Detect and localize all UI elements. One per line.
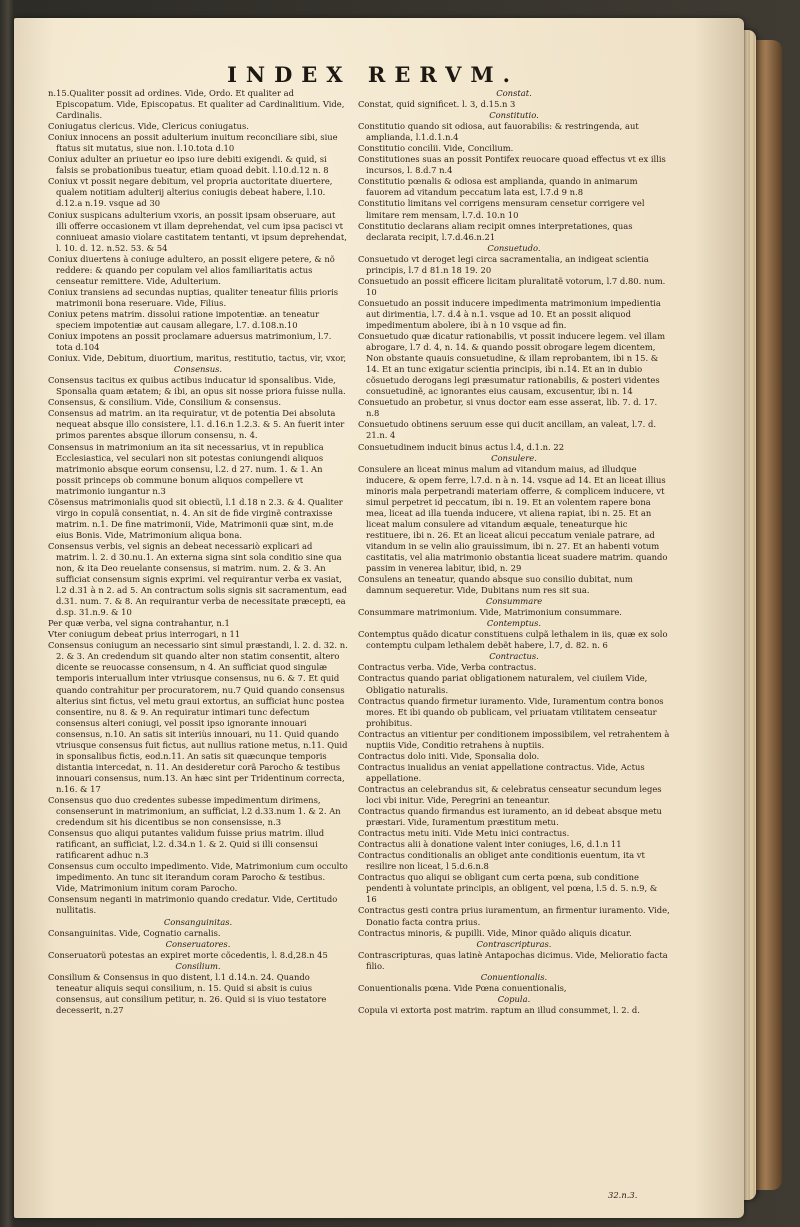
index-entry: Consanguinitas. Vide, Cognatio carnalis. <box>48 927 221 938</box>
index-entry: Consensus verbis, vel signis an debeat necessariò explicari ad matrim. l. 2. d 30.nu.1. An externa signa sint sola conditio sine qua non, & ita Deo reuelante consensus, si matrim. num. 2. & 3. An sufficiat consensum signis exprimi. vel requirantur verba ex vasiat, l.2 d.31 à n 2. ad 5. An contractum solis signis sit sacramentum, ead d.31. num. 7. & 8. An requirantur verba de necessitate præcepti, ea d.sp. 31.n.9. & 10 <box>48 540 347 618</box>
index-entry: Contractus quando firmetur iuramento. Vide, Iuramentum contra bonos mores. Et ibi quando ob publicam, vel priuatam vtilitatem censeatur prohibitus. <box>358 695 664 728</box>
index-entry: Consensus cum occulto impedimento. Vide, Matrimonium cum occulto impedimento. An tunc sit iterandum coram Parocho & testibus. Vide, Matrimonium initum coram Parocho. <box>48 861 348 894</box>
index-entry: Per quæ verba, vel signa contrahantur, n.1 <box>48 618 230 629</box>
index-entry: Constitutio pœnalis & odiosa est amplianda, quando in animarum fauorem ad vitandum peccatum lata est, l.7.d 9 n.8 <box>358 176 638 198</box>
index-entry: Constitutio concilii. Vide, Concilium. <box>358 143 514 154</box>
index-section-heading: Constat. <box>496 88 532 98</box>
index-entry: Coniux vt possit negare debitum, vel propria auctoritate diuertere, qualem notitiam adulterij alterius coniugis debeat habere, l.10. d.12.a n.19. vsque ad 30 <box>48 176 333 209</box>
index-section-heading: Consuetudo. <box>487 242 541 253</box>
index-section-heading: Conseruatores. <box>165 938 231 949</box>
index-entry: Contractus minoris, & pupilli. Vide, Minor quãdo aliquis dicatur. <box>358 927 632 938</box>
index-entry: Consensum neganti in matrimonio quando credatur. Vide, Certitudo nullitatis. <box>48 894 338 916</box>
left-column <box>48 88 348 1016</box>
index-entry: Contractus dolo initi. Vide, Sponsalia dolo. <box>358 750 540 761</box>
index-entry: Contractus inualidus an veniat appellatione contractus. Vide, Actus appellatione. <box>358 761 645 783</box>
index-entry: Contractus verba. Vide, Verba contractus. <box>358 662 537 673</box>
index-entry: Contractus conditionalis an obliget ante conditionis euentum, ita vt resilire non liceat, l 5.d.6.n.8 <box>358 850 645 872</box>
index-entry: Consensus quo aliqui putantes validum fuisse prius matrim. illud ratificant, an sufficiat, l.2. d.34.n 1. & 2. Quid si illi consensui ratificarent adhuc n.3 <box>48 828 325 861</box>
index-section-heading: Contemptus. <box>486 618 542 629</box>
index-entry: Conuentionalis pœna. Vide Pœna conuentionalis, <box>358 982 567 993</box>
index-entry: Contractus an celebrandus sit, & celebratus censeatur secundum leges loci vbi initur. Vide, Peregrini an teneantur. <box>358 783 662 805</box>
index-entry: Consensus coniugum an necessario sint simul præstandi, l. 2. d. 32. n. 2. & 3. An credendum sit quando alter non statim consentit, altero dicente se reuocasse consensum, n 4. An sufficiat quod singulæ temporis interuallum inter vtriusque consensus, nu 6. & 7. Et quid quando contrahitur per procuratorem, nu.7 Quid quando consensus alterius sint fictus, vel metu graui extortus, an sufficiat hunc postea consentire, nu 8. & 9. An requiratur intimari tunc defectum consensus alteri coniugi, vel possit ipso ignorante innouari consensus, n.10. An satis sit interiùs innouari, nu 11. Quid quando vtriusque consensus fuit fictus, aut nullius ratione metus, n.11. Quid in sponsalibus fictis, eod.n.11. An satis sit quæcunque temporis distantia intercedat, n. 11. An desideretur corã Parocho & testibus innouari consensus, num.13. An hæc sint per Tridentinum correcta, n.16. & 17 <box>48 640 348 794</box>
index-entry: Consuetudo quæ dicatur rationabilis, vt possit inducere legem. vel illam abrogare, l.7 d. 4, n. 14. & quando possit obrogare legem dicentem, Non obstante quauis consuetudine, & illam reprobantem, ibi n 15. & 14. Et an tunc exigatur scientia principis, ibi n.14. Et an in dubio cõsuetudo derogans legi præsumatur rationabilis, & posteri videntes consuetudinẽ, ac ignorantes eius causam, excusentur, ibi n. 14 <box>358 331 666 397</box>
index-entry: Contemptus quãdo dicatur constituens culpã lethalem in iis, quæ ex solo contemptu culpam lethalem debẽt habere, l.7, d. 82. n. 6 <box>358 629 668 651</box>
index-entry: Consuetudo an possit efficere licitam pluralitatẽ votorum, l.7 d.80. num. 10 <box>358 275 666 297</box>
index-entry: Consuetudo an possit inducere impedimenta matrimonium impedientia aut dirimentia, l.7. d.4 à n.1. vsque ad 10. Et an possit aliquod impedimentum abolere, ibi à n 10 vsque ad fin. <box>358 297 661 330</box>
index-entry: Coniux impotens an possit proclamare aduersus matrimonium, l.7. tota d.104 <box>48 331 332 353</box>
index-entry: Vter coniugum debeat prius interrogari, n 11 <box>48 629 241 640</box>
index-entry: Contractus alii à donatione valent inter coniuges, l.6, d.1.n 11 <box>358 839 622 850</box>
index-entry: Contractus quando pariat obligationem naturalem, vel ciuilem Vide, Obligatio naturalis. <box>358 673 648 695</box>
index-entry: Consummare matrimonium. Vide, Matrimonium consummare. <box>358 607 622 618</box>
index-entry: Consuetudo obtinens seruum esse qui ducit ancillam, an valeat, l.7. d. 21.n. 4 <box>358 419 657 441</box>
index-entry: Constat, quid significet. l. 3, d.15.n 3 <box>358 99 516 110</box>
index-entry: Contractus an vitientur per conditionem impossibilem, vel retrahentem à nuptiis Vide, Conditio retrahens à nuptiis. <box>358 728 670 750</box>
index-entry: Consuetudo an probetur, si vnus doctor eam esse asserat, lib. 7. d. 17. n.8 <box>358 397 658 419</box>
index-section-heading: Consummare <box>485 596 543 607</box>
index-entry: Conseruatorũ potestas an expiret morte cõcedentis, l. 8.d,28.n 45 <box>48 949 328 960</box>
index-section-heading: Consensus. <box>173 364 223 375</box>
index-section-heading: Contractus. <box>489 651 539 662</box>
index-entry: Coniux adulter an priuetur eo ipso iure debiti exigendi. & quid, si falsis se probationibus tueatur, etiam quoad debit. l.10.d.12 n. 8 <box>48 154 329 176</box>
index-section-heading: Conuentionalis. <box>480 971 548 982</box>
index-entry: Coniux transiens ad secundas nuptias, qualiter teneatur filiis prioris matrimonii bona reseruare. Vide, Filius. <box>48 286 339 308</box>
index-entry: Contractus quando firmandus est iuramento, an id debeat absque metu præstari. Vide, Iuramentum præstitum metu. <box>358 806 662 828</box>
index-entry: Consulere an liceat minus malum ad vitandum maius, ad illudque inducere, & opem ferre, l.7.d. n à n. 14. vsque ad 14. Et an liceat illius minoris mala perpetrandi materiam offerre, & complicem inducere, vt simul perpetret id peccatum, ibi n. 19. Et an volentem rapere bona mea, liceat ad illa tuenda inducere, vt aliena rapiat, ibi n. 25. Et an liceat malum consulere ad vitandum æquale, teneaturque hic restituere, ibi n. 26. Et an liceat alicui peccatum veniale patrare, ad vitandum in se velin alio grauissimum, ibi n. 27. Et an habenti votum castitatis, vel alia matrimonio obstantia liceat suadere matrim. quando passim in venerea labitur, ibid, n. 29 <box>358 463 668 574</box>
index-entry: Constitutiones suas an possit Pontifex reuocare quoad effectus vt ex illis incursos, l. 8.d.7 n.4 <box>358 154 666 176</box>
index-section-heading: Copula. <box>497 993 531 1004</box>
index-section-heading: Consulere. <box>491 452 537 463</box>
index-entry: Constitutio declarans aliam recipit omnes interpretationes, quas declarata recipit, l.7.d.46.n.21 <box>358 220 633 242</box>
index-entry: Coniux. Vide, Debitum, diuortium, maritus, restitutio, tactus, vir, vxor, <box>48 353 347 364</box>
index-entry: Consuetudo vt deroget legi circa sacramentalia, an indigeat scientia principis, l.7 d 81.n 18 19. 20 <box>358 253 649 275</box>
index-section-heading: Consanguinitas. <box>163 916 233 927</box>
index-entry: Consensus tacitus ex quibus actibus inducatur id sponsalibus. Vide, Sponsalia quam ætatem; & ibi, an opus sit nosse priora fuisse nulla. <box>48 375 346 397</box>
index-entry: Consensus in matrimonium an ita sit necessarius, vt in republica Ecclesiastica, vel seculari non sit potestas coniungendi aliquos matrimonio absque eorum consensu, l.2. d 27. num. 1. & 1. An possit princeps ob commune bonum aliquos compellere vt matrimonio iungantur n.3 <box>48 441 324 496</box>
index-entry: Contractus gesti contra prius iuramentum, an firmentur iuramento. Vide, Donatio facta contra prius. <box>358 905 670 927</box>
index-entry: Contractus metu initi. Vide Metu inici contractus. <box>358 828 570 839</box>
index-entry: Cõsensus matrimonialis quod sit obiectũ, l.1 d.18 n 2.3. & 4. Qualiter virgo in copulã consentiat, n. 4. An sit de fide virginẽ contraxisse matrim. n.1. De fine matrimonii, Vide, Matrimonii quæ sint, m.de eius Bonis. Vide, Matrimonium aliqua bona. <box>48 496 343 540</box>
index-entry: Contractus quo aliqui se obligant cum certa pœna, sub conditione pendenti à voluntate principis, an obligent, vel pœna, l.5 d. 5. n.9, & 16 <box>358 872 658 905</box>
page-footer-reference: 32.n.3. <box>608 1190 638 1200</box>
index-entry: Consensus quo duo credentes subesse impedimentum dirimens, consenserunt in matrimonium, an sufficiat, l.2 d.33.num 1. & 2. An credendum sit his dicentibus se non consensisse, n.3 <box>48 795 341 828</box>
index-entry: Coniux suspicans adulterium vxoris, an possit ipsam obseruare, aut illi offerre occasionem vt illam deprehendat, vel cum ipsa pacisci vt conniueat amasio violare castitatem tentanti, vt ipsum deprehendat, l. 10. d. 12. n.52. 53. & 54 <box>48 209 347 253</box>
index-entry: Contrascripturas, quas latinè Antapochas dicimus. Vide, Melioratio facta filio. <box>358 949 668 971</box>
index-entry: Coniux petens matrim. dissolui ratione impotentiæ. an teneatur speciem impotentiæ aut causam allegare, l.7. d.108.n.10 <box>48 308 320 330</box>
index-section-heading: Contrascripturas. <box>476 938 552 949</box>
index-entry: Coniux diuertens à coniuge adultero, an possit eligere petere, & nõ reddere: & quando per copulam vel alios familiaritatis actus censeatur remittere. Vide, Adulterium. <box>48 253 335 286</box>
index-entry: Consilium & Consensus in quo distent, l.1 d.14.n. 24. Quando teneatur aliquis sequi consilium, n. 15. Quid si absit is cuius consensus, aut consilium petitur, n. 26. Quid si is viuo testatore decesserit, n.27 <box>48 971 327 1015</box>
page-heading: INDEX RERVM. <box>227 62 519 87</box>
index-entry: Coniugatus clericus. Vide, Clericus coniugatus. <box>48 121 249 132</box>
index-entry: Consulens an teneatur, quando absque suo consilio dubitat, num damnum sequeretur. Vide, Dubitans num res sit sua. <box>358 574 633 596</box>
index-entry: Copula vi extorta post matrim. raptum an illud consummet, l. 2. d. <box>358 1004 640 1015</box>
right-column <box>358 88 670 1016</box>
index-entry: Consuetudinem inducit binus actus l.4, d.1.n. 22 <box>358 441 565 452</box>
page-content <box>48 62 698 1202</box>
index-entry: Consensus ad matrim. an ita requiratur, vt de potentia Dei absoluta nequeat absque illo consistere, l.1. d.16.n 1.2.3. & 5. An fuerit inter primos parentes absque illorum consensu, n. 4. <box>48 408 345 441</box>
index-entry: Coniux innocens an possit adulterium inuitum reconciliare sibi, siue ftatus sit mutatus, siue non. l.10.tota d.10 <box>48 132 338 154</box>
index-entry: n.15.Qualiter possit ad ordines. Vide, Ordo. Et qualiter ad Episcopatum. Vide, Episcopatus. Et qualiter ad Cardinalitium. Vide, Cardinalis. <box>48 88 345 121</box>
index-entry: Consensus, & consilium. Vide, Consilium & consensus. <box>48 397 281 408</box>
index-section-heading: Consilium. <box>175 960 221 971</box>
index-section-heading: Constitutio. <box>489 110 539 121</box>
index-entry: Constitutio quando sit odiosa, aut fauorabilis: & restringenda, aut amplianda, l.1.d.1.n.4 <box>358 121 639 143</box>
index-entry: Constitutio limitans vel corrigens mensuram censetur corrigere vel limitare rem mensam, l.7.d. 10.n 10 <box>358 198 645 220</box>
